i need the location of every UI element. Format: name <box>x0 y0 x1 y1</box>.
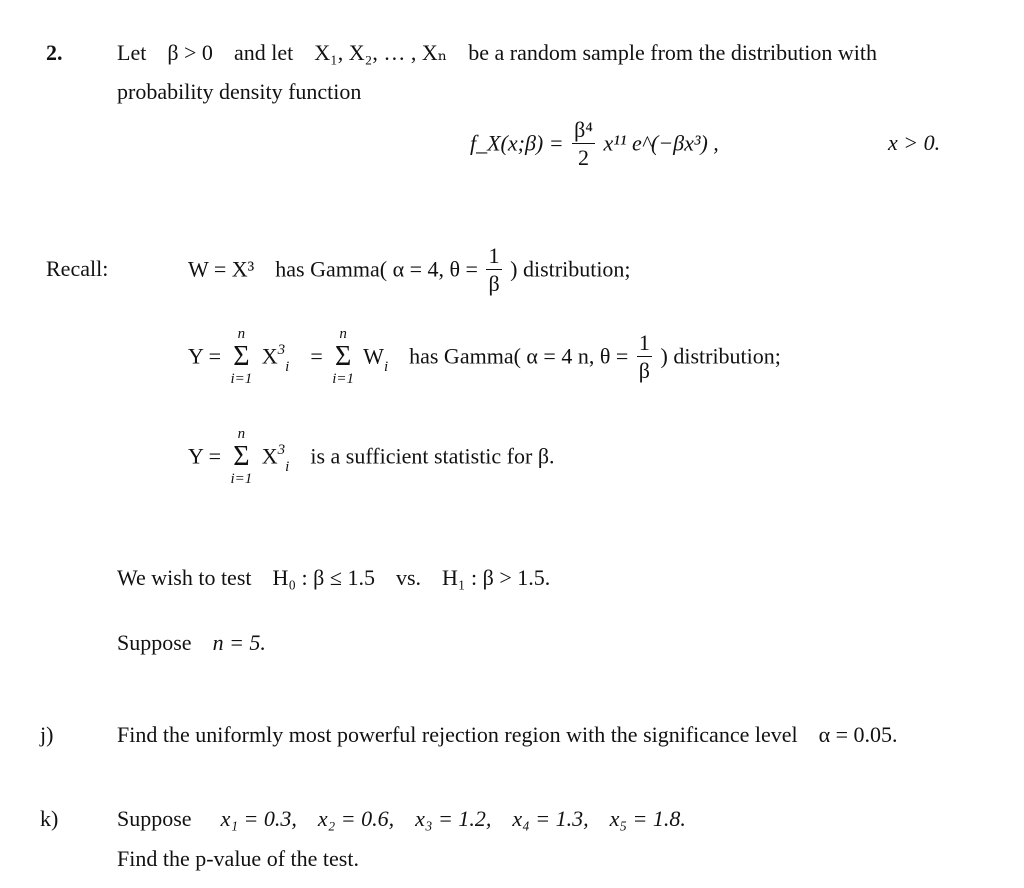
part-j-text <box>117 724 898 746</box>
pdf-lhs: f_X(x;β) = <box>470 130 564 156</box>
part-j-question: Find the uniformly most powerful rejection region with the significance level <box>117 722 798 747</box>
recall1-has: has Gamma( <box>275 256 388 282</box>
intro-and-let: and let <box>233 40 294 65</box>
sum-upper: n <box>237 426 246 442</box>
recall1-frac-num: 1 <box>486 244 501 270</box>
recall1-fraction <box>486 244 501 295</box>
recall2-params: α = 4 n, θ = <box>526 343 629 369</box>
recall2-eq: = <box>310 343 323 369</box>
sum-symbol: n Σ i=1 <box>332 326 355 387</box>
intro-let: Let <box>117 40 147 65</box>
recall1-end: ) distribution; <box>510 256 631 282</box>
obs-x5: x₅ = 1.8. <box>609 806 686 831</box>
recall-line-2: Y = n Σ i=1 $X^3_i$ = n Σ i=1 $W_i$ has Gamma( α = 4 n, θ = $\frac{1}{\beta}$ ) distribution; <box>188 326 781 387</box>
test-suppose: Suppose <box>117 630 192 655</box>
intro-rest: be a random sample from the distribution with <box>468 40 877 65</box>
part-j-label: j) <box>40 722 54 747</box>
recall3-text: is a sufficient statistic for β. <box>310 443 555 469</box>
pdf-frac-num: β⁴ <box>572 118 595 144</box>
sum-lower: i=1 <box>230 470 253 487</box>
sample-size: n = 5. <box>212 630 266 655</box>
alt-hypothesis: H₁ : β > 1.5. <box>442 565 551 590</box>
pdf-fraction <box>572 118 595 169</box>
recall-line-1 <box>188 243 631 297</box>
pdf-formula <box>470 117 719 171</box>
recall2-fraction <box>637 331 652 382</box>
obs-x4: x₄ = 1.3, <box>512 806 589 831</box>
sum-symbol: n Σ i=1 <box>230 426 253 487</box>
recall1-params: α = 4, θ = <box>392 256 478 282</box>
recall2-has: has Gamma( <box>409 343 521 369</box>
recall2-term1: X <box>261 343 278 369</box>
recall2-lhs: Y = <box>188 343 221 369</box>
recall3-term: X <box>261 443 278 469</box>
part-k-question: Find the p-value of the test. <box>117 846 359 871</box>
intro-line-2: probability density function <box>117 79 362 104</box>
recall1-lhs: W = X³ <box>188 256 255 282</box>
sample-variables: X₁, X₂, … , Xₙ <box>314 40 448 65</box>
recall2-frac-den: β <box>638 358 650 383</box>
beta-condition: β > 0 <box>167 40 213 65</box>
recall2-frac-num: 1 <box>637 331 652 357</box>
recall-label: Recall: <box>46 256 109 281</box>
obs-x3: x₃ = 1.2, <box>415 806 492 831</box>
recall2-term2: W <box>363 343 384 369</box>
pdf-rest: x¹¹ e^(−βx³) , <box>603 130 719 156</box>
part-k-label: k) <box>40 806 59 831</box>
sum-upper: n <box>237 326 246 342</box>
recall1-frac-den: β <box>488 271 500 297</box>
problem-number: 2. <box>46 40 63 65</box>
recall3-lhs: Y = <box>188 443 221 469</box>
recall-line-3: Y = n Σ i=1 $X^3_i$ is a sufficient statistic for β. <box>188 426 555 487</box>
intro-line-1 <box>117 42 877 64</box>
recall2-end: ) distribution; <box>660 343 781 369</box>
sum-symbol: n Σ i=1 <box>230 326 253 387</box>
obs-x2: x₂ = 0.6, <box>317 806 395 831</box>
test-vs: vs. <box>395 565 421 590</box>
part-k-suppose: Suppose <box>117 806 192 831</box>
obs-x1: x₁ = 0.3, <box>220 806 297 831</box>
pdf-frac-den: 2 <box>578 145 590 171</box>
sum-lower: i=1 <box>230 370 253 387</box>
test-intro: We wish to test <box>117 565 252 590</box>
pdf-domain: x > 0. <box>888 130 941 155</box>
sum-upper: n <box>339 326 347 342</box>
part-k-data <box>117 808 686 830</box>
test-hypotheses <box>117 567 550 589</box>
significance-level: α = 0.05. <box>818 722 898 747</box>
null-hypothesis: H₀ : β ≤ 1.5 <box>272 565 375 590</box>
sample-size-line <box>117 632 266 654</box>
sum-lower: i=1 <box>332 370 355 387</box>
